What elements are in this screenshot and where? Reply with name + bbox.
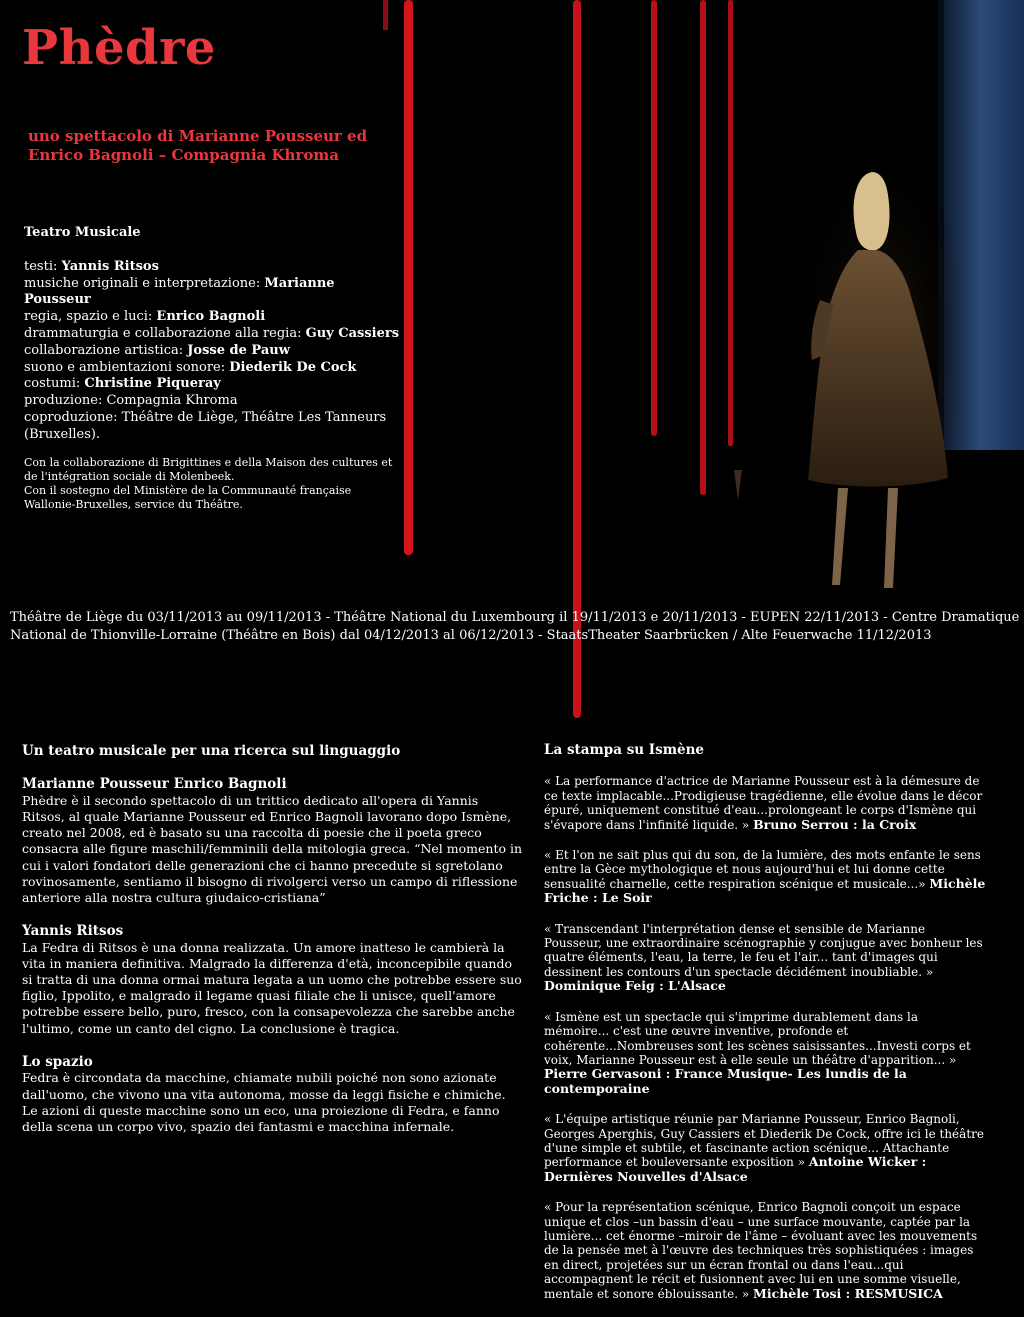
text-section [22, 776, 522, 906]
right-column [544, 743, 986, 1317]
credit-row: suono e ambientazioni sonore: Diederik De Cock [24, 359, 357, 375]
credit-row: produzione: Compagnia Khroma [24, 393, 238, 409]
text-section [22, 1054, 522, 1135]
section-text: La Fedra di Ritsos è una donna realizzata. Un amore inatteso le cambierà la vita in maniera definitiva. Malgrado la differenza d'età, inconcepibile quando si tratta di una donna ormai matura legata a un uomo che potrebbe essere suo figlio, Ippolito, e malgrado il legame quasi filiale che li unisce, quell'amore potrebbe essere bello, puro, fresco, con la consapevolezza che sarebbe anche l'ultimo, come un canto del cigno. La conclusione è tragica. [22, 939, 522, 1036]
press-review: « Transcendant l'interprétation dense et sensible de Marianne Pousseur, une extraordinaire scénographie y conjugue avec bonheur les quatre éléments, l'eau, la terre, le feu et l'air... tant d'images qui dessinent les contours d'un spectacle décidément inoubliable. » Dominique Feig : L'Alsace [544, 921, 983, 994]
red-rod [700, 0, 706, 495]
credit-row: testi: Yannis Ritsos [24, 258, 159, 274]
text-section [22, 923, 522, 1037]
credit-row: regia, spazio e luci: Enrico Bagnoli [24, 309, 266, 325]
credit-row: costumi: Christine Piqueray [24, 376, 221, 392]
section-text: Fedra è circondata da macchine, chiamate nubili poiché non sono azionate dall'uomo, che vivono una vita autonoma, mosse da leggi fisiche e chimiche. Le azioni di queste macchine sono un eco, una proiezione di Fedra, e fanno della scena un corpo vivo, spazio dei fantasmi e macchina infernale. [22, 1070, 506, 1134]
tour-dates: Théâtre de Liège du 03/11/2013 au 09/11/2013 - Théâtre National du Luxembourg il 19/11/2013 e 20/11/2013 - EUPEN 22/11/2013 - Centre Dramatique National de Thionville-Lorraine (Théâtre en Bois) dal 04/12/2013 al 06/12/2013 - StaatsTheater Saarbrücken / Alte Feuerwache 11/12/2013 [10, 610, 1020, 643]
section-title: Lo spazio [22, 1053, 93, 1070]
support-notes [24, 456, 404, 512]
credits-block [24, 225, 404, 512]
red-rod [404, 0, 413, 555]
left-heading: Un teatro musicale per una ricerca sul linguaggio [22, 743, 401, 759]
press-heading: La stampa su Ismène [544, 742, 705, 758]
press-review: « L'équipe artistique réunie par Marianne Pousseur, Enrico Bagnoli, Georges Aperghis, Guy Cassiers et Diederik De Cock, offre ici le théâtre d'une simple et subtile, et fascinante action scénique... Attachante performance et bouleversante exposition » Antoine Wicker : Dernières Nouvelles d'Alsace [544, 1112, 984, 1184]
credit-row: drammaturgia e collaborazione alla regia: Guy Cassiers [24, 325, 400, 341]
press-review: « Pour la représentation scénique, Enrico Bagnoli conçoit un espace unique et clos –un bassin d'eau – une surface mouvante, captée par la lumière... cet énorme –miroir de l'âme – évoluant avec les mouvements de la pensée met à l'œuvre des techniques très sophistiquées : images en direct, projetées sur un écran frontal ou dans l'eau...qui accompagnent le récit et fusionnent avec lui en une somme visuelle, mentale et sonore éblouissante. » Michèle Tosi : RESMUSICA [544, 1200, 978, 1301]
section-title: Yannis Ritsos [22, 923, 124, 940]
page-title: Phèdre [22, 20, 216, 76]
press-review: « Ismène est un spectacle qui s'imprime durablement dans la mémoire... c'est une œuvre inventive, profonde et cohérente...Nombreuses sont les scènes saisissantes...Investi corps et voix, Marianne Pousseur est à elle seule un théâtre d'apparition... » Pierre Gervasoni : France Musique- Les lundis de la contemporaine [544, 1009, 971, 1096]
section-title: Marianne Pousseur Enrico Bagnoli [22, 776, 287, 793]
review-source: Bruno Serrou : la Croix [753, 816, 917, 832]
credit-row: collaborazione artistica: Josse de Pauw [24, 342, 290, 358]
press-review: « La performance d'actrice de Marianne Pousseur est à la démesure de ce texte implacable...Prodigieuse tragédienne, elle évolue dans le décor épuré, uniquement constitué d'eau...prolongeant le corps d'Ismène qui s'évapore dans l'infinité liquide. » Bruno Serrou : la Croix [544, 774, 983, 832]
review-source: Michèle Tosi : RESMUSICA [753, 1285, 943, 1301]
press-review: « Et l'on ne sait plus qui du son, de la lumière, des mots enfante le sens entre la Gèce mythologique et nous aujourd'hui et lui donne cette sensualité charnelle, cette respiration scénique et musicale...» Michèle Friche : Le Soir [544, 848, 986, 906]
left-column [22, 743, 522, 1152]
note-line: Con il sostegno del Ministère de la Communauté française Wallonie-Bruxelles, service du Théâtre. [24, 483, 352, 511]
note-line: Con la collaborazione di Brigittines e della Maison des cultures et de l'intégration sociale di Molenbeek. [24, 455, 393, 483]
review-source: Dominique Feig : L'Alsace [544, 978, 726, 994]
review-source: Antoine Wicker : Dernières Nouvelles d'Alsace [544, 1154, 927, 1184]
genre-label: Teatro Musicale [24, 225, 141, 240]
review-source: Michèle Friche : Le Soir [544, 875, 986, 906]
red-rod [728, 0, 733, 446]
credit-row: musiche originali e interpretazione: Marianne Pousseur [24, 275, 335, 308]
red-rod [651, 0, 657, 436]
review-source: Pierre Gervasoni : France Musique- Les lundis de la contemporaine [544, 1066, 907, 1096]
section-text: Phèdre è il secondo spettacolo di un trittico dedicato all'opera di Yannis Ritsos, al quale Marianne Pousseur ed Enrico Bagnoli lavorano dopo Ismène, creato nel 2008, ed è basato su una raccolta di poesie che il poeta greco consacra alle figure maschili/femminili della mitologia greca. “Nel momento in cui i valori fondatori delle generazioni che ci hanno precedute si sgretolano rovinosamente, sentiamo il bisogno di rivolgerci verso un campo di riflessione anteriore alla nostra cultura giudaico-cristiana” [22, 792, 523, 905]
credit-row: coproduzione: Théâtre de Liège, Théâtre Les Tanneurs (Bruxelles). [24, 409, 387, 442]
subtitle: uno spettacolo di Marianne Pousseur ed Enrico Bagnoli – Compagnia Khroma [28, 127, 368, 164]
